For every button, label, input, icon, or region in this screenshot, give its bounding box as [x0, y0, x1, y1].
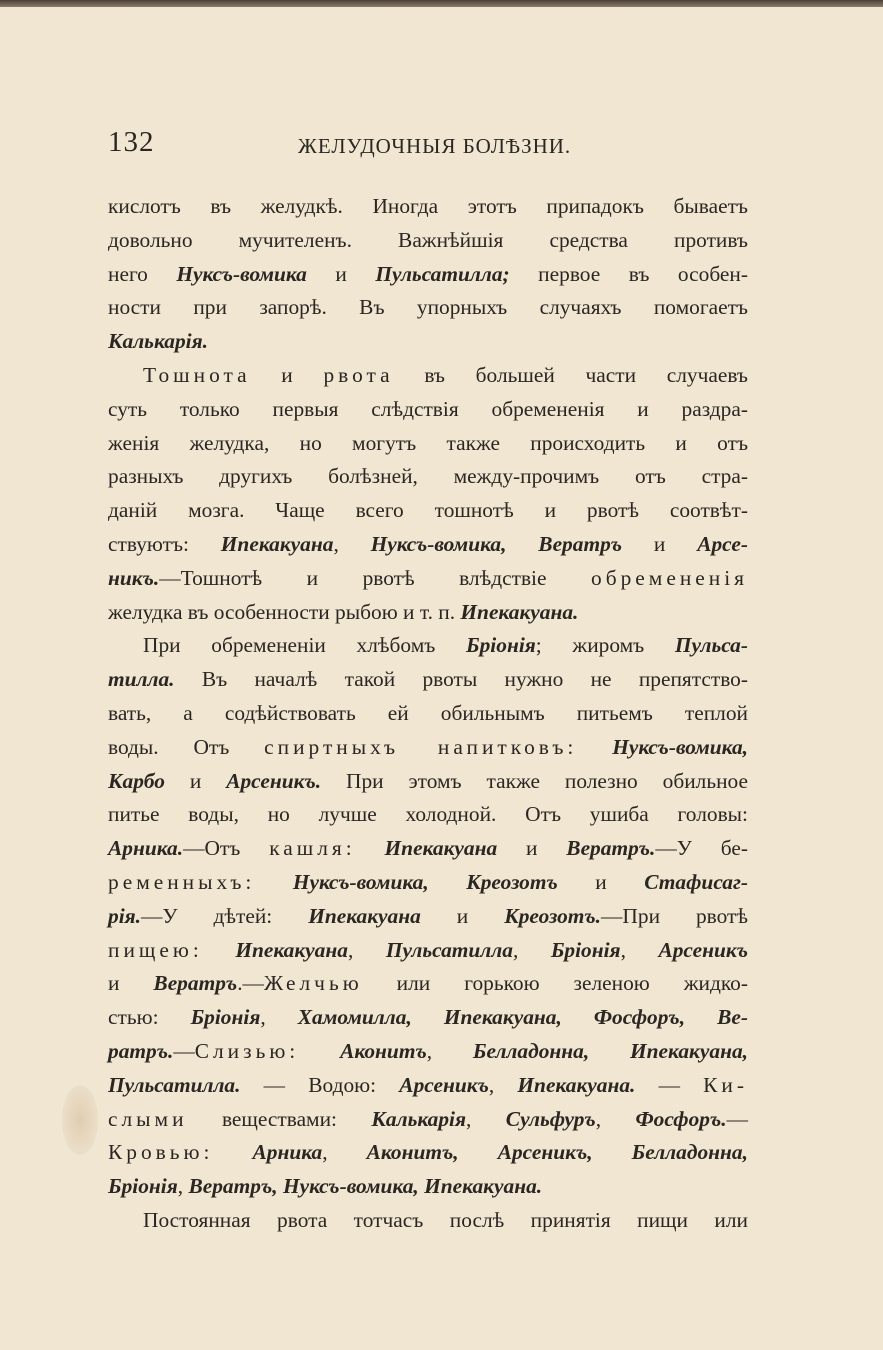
text-line — [108, 765, 748, 799]
remedy-name: Бріонія — [190, 1005, 261, 1030]
remedy-name: Креозотъ. — [504, 903, 602, 928]
text-line — [108, 393, 748, 427]
remedy-name: Пульса- — [674, 633, 748, 658]
spaced-term: Кровью: — [108, 1140, 214, 1165]
spaced-term: кашля: — [269, 836, 356, 861]
text-line — [108, 798, 748, 832]
text-run: , — [426, 1038, 473, 1063]
text-run — [429, 870, 467, 894]
text-run: —У дѣтей: — [141, 903, 309, 928]
spaced-term: Ки- — [703, 1072, 748, 1097]
text-run: —При рвотѣ — [601, 903, 748, 928]
text-run: женія желудка, но могутъ также происходить и отъ — [108, 430, 748, 455]
body-text — [108, 190, 748, 1238]
remedy-name: Ипекакуана — [384, 836, 498, 861]
text-run — [459, 1140, 498, 1164]
remedy-name: Пульсатилла; — [375, 261, 510, 286]
remedy-name: Сульфуръ — [505, 1106, 596, 1131]
text-run: или горькою зеленою жидко- — [362, 971, 748, 996]
text-run: — Водою: — [240, 1072, 400, 1097]
text-run — [562, 1005, 594, 1029]
remedy-name: Арника — [252, 1140, 323, 1165]
remedy-name: Арсеникъ. — [226, 768, 322, 793]
spaced-term: рвота — [323, 362, 394, 387]
remedy-name: Нуксъ-вомика — [176, 261, 307, 286]
remedy-name: Нуксъ-вомика, — [612, 734, 749, 759]
remedy-name: Нуксъ-вомика, — [282, 1174, 419, 1199]
spaced-term: обремененія — [591, 565, 748, 590]
text-run: Въ началѣ такой рвоты нужно не препятство- — [174, 667, 748, 692]
remedy-name: Ипекакуана — [220, 531, 334, 556]
text-run: и — [108, 971, 154, 996]
text-run: питье воды, но лучше холодной. Отъ ушиба головы: — [108, 802, 748, 827]
remedy-name: Арсеникъ, — [497, 1140, 593, 1165]
text-run: стью: — [108, 1005, 191, 1030]
remedy-name: Белладонна, — [472, 1038, 590, 1063]
remedy-name: Вератръ — [153, 971, 238, 996]
remedy-name: Аконитъ — [340, 1038, 427, 1063]
spaced-term: ременныхъ: — [108, 869, 256, 894]
remedy-name: Вератръ. — [566, 836, 656, 861]
remedy-name: Пульсатилла — [385, 937, 513, 962]
text-line — [108, 629, 748, 663]
remedy-name: Ипекакуана, — [630, 1038, 748, 1063]
text-run: и — [497, 836, 567, 861]
text-run: При обремененіи хлѣбомъ — [143, 633, 467, 658]
text-run: и — [557, 869, 645, 894]
text-line — [108, 224, 748, 258]
text-run: , — [177, 1174, 189, 1199]
spaced-term: спиртныхъ напитковъ: — [264, 734, 578, 759]
text-run: желудка въ особенности рыбою и т. п. — [108, 599, 461, 624]
text-run: , — [347, 937, 386, 962]
text-line — [108, 1103, 748, 1137]
text-line — [108, 359, 748, 393]
text-run: — — [635, 1072, 704, 1097]
remedy-name: Бріонія — [466, 633, 536, 658]
text-line — [108, 1170, 748, 1204]
remedy-name: Ве- — [717, 1005, 748, 1030]
text-run — [506, 532, 538, 556]
spaced-term: Слизью: — [194, 1038, 300, 1063]
text-run: — — [726, 1106, 749, 1131]
remedy-name: Фосфоръ, — [593, 1005, 686, 1030]
remedy-name: Ипекакуана. — [517, 1072, 636, 1097]
text-line — [108, 1136, 748, 1170]
remedy-name: Хамомилла, — [297, 1005, 412, 1030]
text-run — [685, 1005, 717, 1029]
remedy-name: Аконитъ, — [366, 1140, 459, 1165]
text-run: кислотъ въ желудкѣ. Иногда этотъ припадокъ бываетъ — [108, 194, 748, 218]
text-run: суть только первыя слѣдствія обремененія и раздра- — [108, 396, 748, 421]
text-line — [108, 325, 748, 359]
remedy-name: Нуксъ-вомика, — [370, 531, 507, 556]
text-line — [108, 190, 748, 224]
text-run — [577, 735, 612, 759]
text-run: воды. Отъ — [108, 734, 265, 759]
text-line — [108, 967, 748, 1001]
remedy-name: ратръ. — [108, 1038, 174, 1063]
page-number: 132 — [108, 126, 155, 158]
text-line — [108, 832, 748, 866]
text-run: даній мозга. Чаще всего тошнотѣ и рвотѣ соотвѣт- — [108, 498, 748, 523]
text-run: разныхъ другихъ болѣзней, между-прочимъ отъ стра- — [108, 464, 748, 489]
text-run — [255, 870, 293, 894]
spaced-term: пищею: — [108, 937, 203, 962]
text-run: и — [622, 531, 698, 556]
remedy-name: Карбо — [108, 768, 165, 793]
text-run: ; жиромъ — [535, 633, 675, 658]
remedy-name: Стафисаг- — [644, 869, 748, 894]
text-run: Постоянная рвота тотчасъ послѣ принятія пищи или — [143, 1207, 748, 1232]
text-line — [108, 900, 748, 934]
spaced-term: Тошнота — [143, 362, 251, 387]
text-line — [108, 528, 748, 562]
text-line — [108, 731, 748, 765]
text-line — [108, 596, 748, 630]
remedy-name: Нуксъ-вомика, — [292, 869, 429, 894]
text-run: , — [466, 1106, 506, 1131]
text-line — [108, 494, 748, 528]
remedy-name: Вератръ — [538, 531, 623, 556]
text-run — [412, 1005, 444, 1029]
page-header — [108, 126, 748, 166]
text-run: первое въ особен- — [509, 261, 748, 286]
text-line — [108, 1204, 748, 1238]
text-run: , — [512, 937, 551, 962]
text-run: въ большей части случаевъ — [393, 362, 748, 387]
remedy-name: Ипекакуана. — [424, 1174, 543, 1199]
text-line — [108, 697, 748, 731]
remedy-name: Пульсатилла. — [108, 1072, 241, 1097]
spaced-term: Желчью — [263, 971, 363, 996]
remedy-name: Бріонія — [550, 937, 621, 962]
text-run: , — [620, 937, 659, 962]
text-line — [108, 934, 748, 968]
text-line — [108, 291, 748, 325]
text-line — [108, 460, 748, 494]
remedy-name: Ипекакуана, — [443, 1005, 562, 1030]
text-run: —У бе- — [655, 836, 748, 861]
text-run: — — [173, 1038, 195, 1063]
text-line — [108, 866, 748, 900]
remedy-name: Ипекакуана. — [460, 599, 579, 624]
text-run: —Тошнотѣ и рвотѣ влѣдствіе — [159, 565, 592, 590]
remedy-name: Калькарія — [371, 1106, 467, 1131]
text-line — [108, 562, 748, 596]
remedy-name: Арсе- — [697, 531, 748, 556]
text-run: и — [306, 261, 376, 286]
remedy-name: Калькарія. — [108, 329, 208, 354]
text-run: , — [595, 1106, 636, 1131]
text-run: веществами: — [187, 1106, 372, 1131]
text-run: и — [250, 362, 324, 387]
text-line — [108, 1069, 748, 1103]
remedy-name: рія. — [108, 903, 142, 928]
remedy-name: тилла. — [108, 667, 175, 692]
remedy-name: Фосфоръ. — [635, 1106, 727, 1131]
text-line — [108, 1001, 748, 1035]
running-title: ЖЕЛУДОЧНЫЯ БОЛѢЗНИ. — [298, 134, 572, 158]
text-run — [356, 836, 385, 860]
paper-stain — [62, 1085, 98, 1155]
text-line — [108, 1035, 748, 1069]
remedy-name: Арсеникъ — [399, 1072, 489, 1097]
remedy-name: Бріонія — [108, 1174, 178, 1199]
text-run: и — [165, 768, 227, 793]
text-run — [589, 1039, 630, 1063]
text-run: довольно мучителенъ. Важнѣйшія средства противъ — [108, 227, 748, 252]
text-run: , — [333, 531, 371, 556]
text-run: При этомъ также полезно обильное — [321, 768, 748, 793]
text-run: , — [488, 1072, 518, 1097]
remedy-name: никъ. — [108, 565, 160, 590]
text-run: ности при запорѣ. Въ упорныхъ случаяхъ помогаетъ — [108, 295, 748, 320]
page-top-edge — [0, 0, 883, 7]
text-line — [108, 663, 748, 697]
remedy-name: Арника. — [108, 836, 184, 861]
remedy-name: Креозотъ — [466, 869, 558, 894]
text-run: ствуютъ: — [108, 531, 221, 556]
text-line — [108, 427, 748, 461]
spaced-term: слыми — [108, 1106, 188, 1131]
text-run: —Отъ — [183, 836, 270, 861]
remedy-name: Вератръ, — [188, 1174, 278, 1199]
text-run — [213, 1140, 252, 1164]
text-run: и — [420, 903, 505, 928]
remedy-name: Арсеникъ — [658, 937, 748, 962]
text-run: вать, а содѣйствовать ей обильнымъ питьемъ теплой — [108, 700, 748, 725]
text-run: , — [322, 1140, 367, 1165]
text-run — [203, 938, 236, 962]
text-run — [593, 1140, 632, 1164]
text-run: него — [108, 261, 177, 286]
text-line — [108, 258, 748, 292]
remedy-name: Ипекакуана — [235, 937, 348, 962]
text-run: .— — [237, 971, 264, 996]
remedy-name: Белладонна, — [631, 1140, 748, 1165]
text-run — [299, 1039, 340, 1063]
remedy-name: Ипекакуана — [308, 903, 421, 928]
text-run: , — [260, 1005, 298, 1030]
